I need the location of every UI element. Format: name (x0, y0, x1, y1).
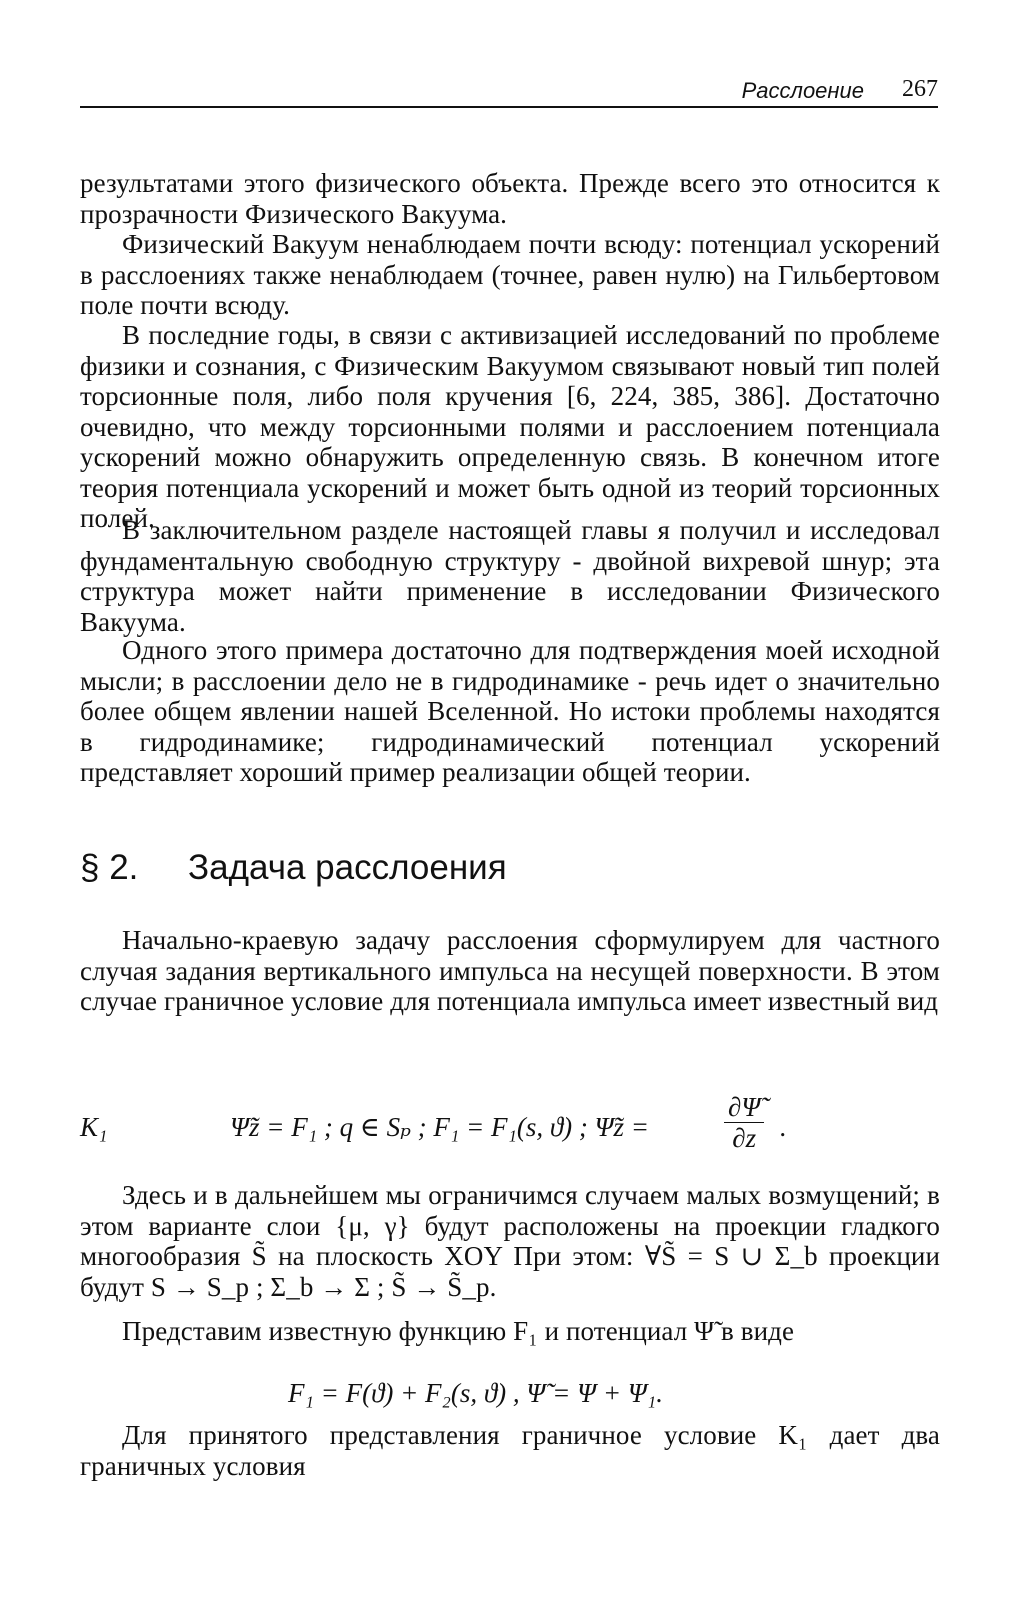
page-header (80, 74, 938, 108)
running-title: Расслоение (741, 78, 864, 103)
paragraph-2: Физический Вакуум ненаблюдаем почти всюду: потенциал ускорений в расслоениях также ненаблюдаем (точнее, равен нулю) на Гильбертовом поле почти всюду. (80, 229, 940, 320)
paragraph-3: В последние годы, в связи с активизацией исследований по проблеме физики и сознания, с Физическим Вакуумом связывают новый тип полей торсионные поля, либо поля кручения [6, 224, 385, 386]. Достаточно очевидно, что между торсионными полями и расслоением потенциала ускорений можно обнаружить определенную связь. В конечном итоге теория потенциала ускорений и может быть одной из теорий торсионных полей. (80, 320, 940, 533)
section-heading (80, 848, 507, 888)
section-paragraph-1: Начально-краевую задачу расслоения сформулируем для частного случая задания вертикального импульса на несущей поверхности. В этом случае граничное условие для потенциала импульса имеет известный вид (80, 925, 940, 1016)
section-title: Задача расслоения (188, 848, 507, 887)
equation-1-body: Ψ̃z = F₁ ; q ∈ Sₚ ; F₁ = F₁(s, ϑ) ; Ψ̃z = (230, 1112, 650, 1142)
equation-2-body: F₁ = F(ϑ) + F₂(s, ϑ) , Ψ̃ = Ψ + Ψ₁. (288, 1378, 663, 1408)
section-paragraph-4: Для принятого представления граничное условие K₁ дает два граничных условия (80, 1420, 940, 1481)
equation-1-end: . (780, 1112, 787, 1142)
page-number: 267 (902, 76, 938, 102)
fraction-numerator: ∂Ψ̃ (724, 1092, 764, 1123)
section-paragraph-2: Здесь и в дальнейшем мы ограничимся случаем малых возмущений; в этом варианте слои {μ, γ} будут расположены на проекции гладкого многообразия S̃ на плоскость XOY При этом: ∀S̃ = S ∪ Σ_b проекции будут S → S_p ; Σ_b → Σ ; S̃ → S̃_p. (80, 1180, 940, 1302)
paragraph-4: В заключительном разделе настоящей главы я получил и исследовал фундаментальную свободную структуру - двойной вихревой шнур; эта структура может найти применение в исследовании Физического Вакуума. (80, 515, 940, 637)
equation-label: K₁ (80, 1112, 108, 1142)
paragraph-1: результатами этого физического объекта. Прежде всего это относится к прозрачности Физического Вакуума. (80, 168, 940, 229)
paragraph-5: Одного этого примера достаточно для подтверждения моей исходной мысли; в расслоении дело не в гидродинамике - речь идет о значительно более общем явлении нашей Вселенной. Но истоки проблемы находятся в гидродинамике; гидродинамический потенциал ускорений представляет хороший пример реализации общей теории. (80, 635, 940, 787)
fraction-denominator: ∂z (732, 1123, 757, 1153)
section-paragraph-3: Представим известную функцию F₁ и потенциал Ψ̃ в виде (122, 1316, 795, 1346)
section-number: § 2. (80, 848, 139, 887)
equation-1 (80, 1092, 940, 1152)
equation-1-fraction (724, 1092, 764, 1153)
